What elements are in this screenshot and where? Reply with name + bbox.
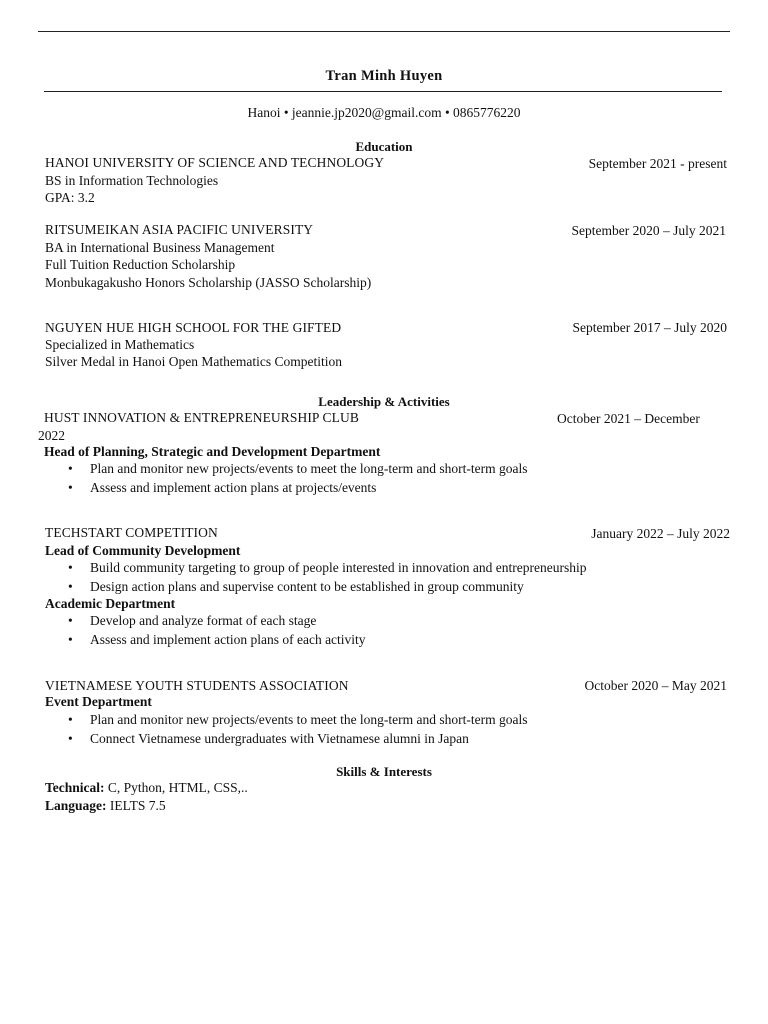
edu-org-apu: RITSUMEIKAN ASIA PACIFIC UNIVERSITY xyxy=(45,222,314,237)
act-date-hust-club-cont: 2022 xyxy=(38,428,65,443)
act-role: Head of Planning, Strategic and Development Department xyxy=(44,444,381,459)
edu-line: BA in International Business Management xyxy=(45,240,275,255)
act-role: Event Department xyxy=(45,694,152,709)
act-date-techstart: January 2022 – July 2022 xyxy=(591,526,730,541)
edu-line: GPA: 3.2 xyxy=(45,190,95,205)
act-bullets-techstart-1 xyxy=(45,559,587,596)
edu-date-apu: September 2020 – July 2021 xyxy=(571,223,726,238)
resume-name: Tran Minh Huyen xyxy=(325,68,443,84)
edu-org-hust: HANOI UNIVERSITY OF SCIENCE AND TECHNOLOGY xyxy=(45,155,385,170)
bullet-icon: • xyxy=(68,578,73,594)
list-item: • Assess and implement action plans of each activity xyxy=(68,631,366,647)
act-bullets-techstart-2 xyxy=(45,612,366,649)
name-rule xyxy=(44,91,722,92)
education-heading: Education xyxy=(355,139,413,154)
bullet-icon: • xyxy=(68,479,73,495)
bullet-icon: • xyxy=(68,631,73,647)
bullet-icon: • xyxy=(68,712,73,727)
list-item: • Plan and monitor new projects/events to meet the long-term and short-term goals xyxy=(68,712,528,727)
skills-language-value: IELTS 7.5 xyxy=(106,798,166,813)
edu-date-nguyenhue: September 2017 – July 2020 xyxy=(572,320,727,335)
bullet-icon: • xyxy=(68,560,73,575)
bullet-icon: • xyxy=(68,461,73,476)
bullet-icon: • xyxy=(68,730,73,746)
skills-technical xyxy=(45,779,248,797)
leadership-heading: Leadership & Activities xyxy=(318,394,450,409)
act-date-hust-club: October 2021 – December xyxy=(557,411,700,426)
list-item: • Plan and monitor new projects/events to meet the long-term and short-term goals xyxy=(68,461,528,476)
edu-line: BS in Information Technologies xyxy=(45,173,219,188)
list-item: • Build community targeting to group of people interested in innovation and entrepreneurship xyxy=(68,560,587,575)
skills-technical-value: C, Python, HTML, CSS,.. xyxy=(104,780,248,795)
edu-line: Monbukagakusho Honors Scholarship (JASSO Scholarship) xyxy=(45,275,372,290)
act-bullets-hust xyxy=(45,460,528,497)
list-item: • Develop and analyze format of each stage xyxy=(68,613,317,628)
edu-line: Silver Medal in Hanoi Open Mathematics Competition xyxy=(45,354,342,369)
edu-line: Specialized in Mathematics xyxy=(45,337,195,352)
act-org-hust-club: HUST INNOVATION & ENTREPRENEURSHIP CLUB xyxy=(44,410,359,425)
list-item: • Connect Vietnamese undergraduates with Vietnamese alumni in Japan xyxy=(68,730,469,746)
act-role: Lead of Community Development xyxy=(45,543,241,558)
edu-org-nguyenhue: NGUYEN HUE HIGH SCHOOL FOR THE GIFTED xyxy=(45,320,342,335)
skills-technical-label: Technical: xyxy=(45,780,105,795)
act-date-vysa: October 2020 – May 2021 xyxy=(584,678,727,693)
list-item: • Design action plans and supervise content to be established in group community xyxy=(68,578,524,594)
list-item: • Assess and implement action plans at projects/events xyxy=(68,479,377,495)
skills-heading: Skills & Interests xyxy=(336,764,432,779)
act-role: Academic Department xyxy=(45,596,176,611)
act-org-vysa: VIETNAMESE YOUTH STUDENTS ASSOCIATION xyxy=(45,678,349,693)
contact-line: Hanoi • jeannie.jp2020@gmail.com • 0865776220 xyxy=(247,105,521,120)
edu-date-hust: September 2021 - present xyxy=(588,156,727,171)
act-bullets-vysa xyxy=(45,711,528,748)
bullet-icon: • xyxy=(68,613,73,628)
skills-language-label: Language: xyxy=(45,798,107,813)
edu-line: Full Tuition Reduction Scholarship xyxy=(45,257,236,272)
act-org-techstart: TECHSTART COMPETITION xyxy=(45,525,218,540)
skills-language xyxy=(45,797,166,815)
top-rule xyxy=(38,31,730,32)
